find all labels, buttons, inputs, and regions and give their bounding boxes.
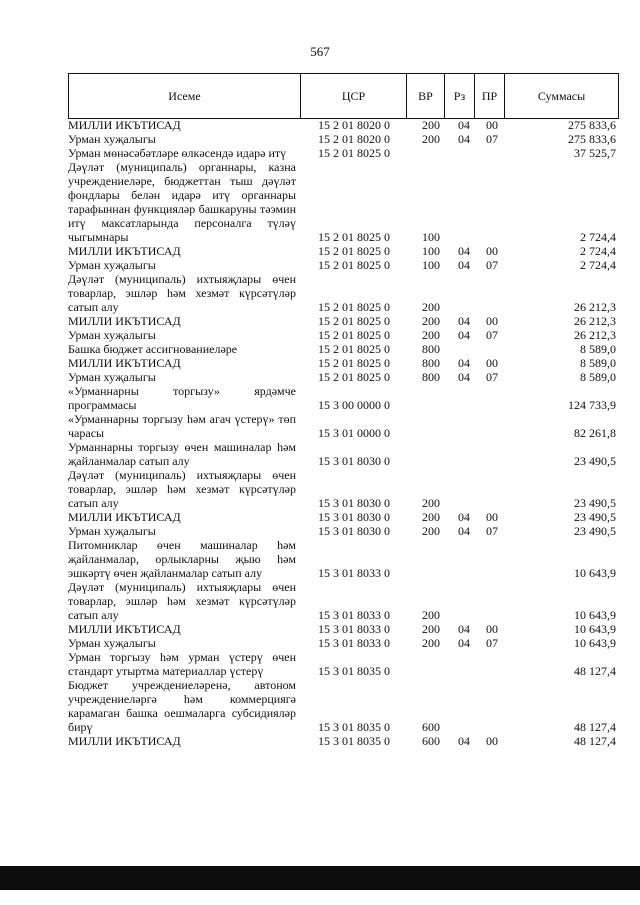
cell-sum: 2 724,4	[580, 244, 616, 258]
table-row	[68, 342, 618, 356]
cell-pr: 00	[486, 510, 498, 524]
cell-vr	[406, 146, 444, 160]
cell-rz: 04	[458, 356, 470, 370]
cell-pr: 07	[486, 258, 498, 272]
cell-csr: 15 3 01 8033 0	[318, 622, 390, 636]
cell-pr	[474, 272, 504, 314]
cell-pr	[474, 468, 504, 510]
column-header-vr: ВР	[407, 74, 445, 119]
table-row	[68, 580, 618, 622]
cell-sum: 48 127,4	[574, 734, 616, 748]
cell-vr: 600	[422, 720, 440, 734]
cell-pr: 00	[486, 244, 498, 258]
cell-csr: 15 2 01 8025 0	[318, 258, 390, 272]
cell-pr: 00	[486, 734, 498, 748]
cell-sum: 48 127,4	[574, 720, 616, 734]
cell-name: Бюджет учреждениеләренә, автоном учреждениеләргә һәм коммерциягә карамаган башка оешмаларга субсидияләр бирү	[68, 678, 296, 734]
cell-name: «Урманнарны торгызу» ярдәмче программасы	[68, 384, 296, 412]
cell-name: Урман хуҗалыгы	[68, 370, 156, 384]
cell-vr: 600	[422, 734, 440, 748]
cell-pr	[474, 580, 504, 622]
scan-bottom-edge	[0, 866, 640, 890]
table-row	[68, 538, 618, 580]
cell-csr: 15 3 01 8030 0	[318, 510, 390, 524]
cell-sum: 10 643,9	[574, 636, 616, 650]
cell-sum: 82 261,8	[574, 426, 616, 440]
table-header	[68, 73, 619, 119]
table-row	[68, 272, 618, 314]
cell-sum: 23 490,5	[574, 496, 616, 510]
cell-rz: 04	[458, 734, 470, 748]
cell-pr: 00	[486, 118, 498, 132]
cell-name: Дәүләт (муниципаль) ихтыяҗлары өчен товарлар, эшләр һәм хезмәт күрсәтүләр сатып алу	[68, 468, 296, 510]
cell-sum: 10 643,9	[574, 566, 616, 580]
table-row	[68, 468, 618, 510]
cell-pr: 07	[486, 524, 498, 538]
cell-rz	[444, 384, 474, 412]
cell-pr	[474, 384, 504, 412]
cell-pr	[474, 146, 504, 160]
column-header-csr: ЦСР	[301, 74, 407, 119]
column-header-pr: ПР	[475, 74, 505, 119]
table-row	[68, 132, 618, 146]
cell-vr	[406, 538, 444, 580]
cell-vr: 100	[422, 244, 440, 258]
cell-csr: 15 3 01 8035 0	[318, 734, 390, 748]
cell-vr: 200	[422, 496, 440, 510]
cell-vr	[406, 412, 444, 440]
cell-csr: 15 3 00 0000 0	[318, 398, 390, 412]
cell-sum: 124 733,9	[568, 398, 616, 412]
cell-vr	[406, 440, 444, 468]
cell-name: Урман хуҗалыгы	[68, 258, 156, 272]
cell-vr: 200	[422, 328, 440, 342]
cell-vr: 800	[422, 356, 440, 370]
cell-rz	[444, 650, 474, 678]
table-row	[68, 146, 618, 160]
cell-csr: 15 2 01 8025 0	[318, 370, 390, 384]
cell-sum: 23 490,5	[574, 454, 616, 468]
table-row	[68, 636, 618, 650]
cell-pr	[474, 650, 504, 678]
cell-sum: 275 833,6	[568, 118, 616, 132]
column-header-rz: Рз	[445, 74, 475, 119]
cell-rz: 04	[458, 118, 470, 132]
cell-vr: 200	[422, 636, 440, 650]
cell-rz: 04	[458, 636, 470, 650]
table-row	[68, 160, 618, 244]
cell-rz	[444, 678, 474, 734]
cell-vr	[406, 650, 444, 678]
cell-vr: 200	[422, 118, 440, 132]
cell-sum: 10 643,9	[574, 622, 616, 636]
cell-name: Урман хуҗалыгы	[68, 328, 156, 342]
page-number: 567	[310, 44, 330, 59]
cell-name: МИЛЛИ ИКЪТИСАД	[68, 510, 181, 524]
cell-vr: 200	[422, 608, 440, 622]
cell-pr: 00	[486, 356, 498, 370]
cell-csr: 15 2 01 8025 0	[318, 230, 390, 244]
cell-name: Питомниклар өчен машиналар һәм җайланмалар, орлыкларны җыю һәм эшкәртү өчен җайланмалар сатып алу	[68, 538, 296, 580]
cell-csr: 15 2 01 8025 0	[318, 342, 390, 356]
cell-csr: 15 3 01 8035 0	[318, 664, 390, 678]
cell-vr: 200	[422, 314, 440, 328]
cell-rz	[444, 272, 474, 314]
table-row	[68, 412, 618, 440]
cell-name: МИЛЛИ ИКЪТИСАД	[68, 314, 181, 328]
cell-pr: 07	[486, 328, 498, 342]
cell-pr	[474, 160, 504, 244]
cell-sum: 8 589,0	[580, 370, 616, 384]
budget-table	[68, 118, 618, 748]
table-row	[68, 258, 618, 272]
table-row	[68, 356, 618, 370]
table-row	[68, 118, 618, 132]
cell-pr: 07	[486, 636, 498, 650]
cell-sum: 26 212,3	[574, 328, 616, 342]
cell-rz	[444, 440, 474, 468]
cell-name: МИЛЛИ ИКЪТИСАД	[68, 118, 181, 132]
cell-pr: 00	[486, 622, 498, 636]
column-header-name: Исеме	[69, 74, 301, 119]
cell-name: Урман хуҗалыгы	[68, 636, 156, 650]
table-row	[68, 440, 618, 468]
cell-name: Урман торгызу һәм урман үстерү өчен стандарт утыртма материаллар үстерү	[68, 650, 296, 678]
cell-name: Урман хуҗалыгы	[68, 132, 156, 146]
cell-name: МИЛЛИ ИКЪТИСАД	[68, 734, 181, 748]
cell-name: «Урманнарны торгызу һәм агач үстерү» төп чарасы	[68, 412, 296, 440]
cell-name: МИЛЛИ ИКЪТИСАД	[68, 356, 181, 370]
cell-csr: 15 2 01 8020 0	[318, 118, 390, 132]
table-row	[68, 384, 618, 412]
cell-pr	[474, 678, 504, 734]
cell-pr	[474, 440, 504, 468]
cell-name: МИЛЛИ ИКЪТИСАД	[68, 622, 181, 636]
cell-rz: 04	[458, 510, 470, 524]
table-row	[68, 510, 618, 524]
cell-name: Башка бюджет ассигнованиеләре	[68, 342, 238, 356]
table-row	[68, 314, 618, 328]
cell-rz: 04	[458, 244, 470, 258]
table-row	[68, 370, 618, 384]
cell-name: МИЛЛИ ИКЪТИСАД	[68, 244, 181, 258]
cell-csr: 15 2 01 8020 0	[318, 132, 390, 146]
cell-name: Урманнарны торгызу өчен машиналар һәм җайланмалар сатып алу	[68, 440, 296, 468]
cell-sum: 26 212,3	[574, 314, 616, 328]
cell-name: Урман мөнәсәбәтләре өлкәсендә идарә итү	[68, 146, 287, 160]
cell-sum: 26 212,3	[574, 300, 616, 314]
table-row	[68, 244, 618, 258]
cell-name: Дәүләт (муниципаль) ихтыяҗлары өчен товарлар, эшләр һәм хезмәт күрсәтүләр сатып алу	[68, 580, 296, 622]
cell-vr: 100	[422, 230, 440, 244]
cell-sum: 37 525,7	[574, 146, 616, 160]
cell-rz: 04	[458, 328, 470, 342]
table-row	[68, 734, 618, 748]
cell-vr: 200	[422, 524, 440, 538]
cell-csr: 15 3 01 8035 0	[318, 720, 390, 734]
cell-vr: 200	[422, 300, 440, 314]
cell-rz	[444, 412, 474, 440]
cell-rz	[444, 468, 474, 510]
cell-vr: 100	[422, 258, 440, 272]
cell-rz: 04	[458, 314, 470, 328]
cell-pr: 07	[486, 132, 498, 146]
cell-name: Урман хуҗалыгы	[68, 524, 156, 538]
cell-csr: 15 3 01 8030 0	[318, 454, 390, 468]
cell-sum: 2 724,4	[580, 258, 616, 272]
cell-name: Дәүләт (муниципаль) органнары, казна учреждениеләре, бюджеттан тыш дәүләт фондлары белән идарә итү органнары тарафыннан функцияләр башкаруны тәэмин итү максатларында персоналга түләү чыгымнары	[68, 160, 296, 244]
cell-csr: 15 2 01 8025 0	[318, 356, 390, 370]
cell-csr: 15 3 01 8033 0	[318, 608, 390, 622]
table-row	[68, 524, 618, 538]
cell-rz	[444, 538, 474, 580]
cell-rz	[444, 146, 474, 160]
cell-pr	[474, 538, 504, 580]
cell-rz: 04	[458, 258, 470, 272]
cell-csr: 15 2 01 8025 0	[318, 300, 390, 314]
cell-rz: 04	[458, 132, 470, 146]
cell-csr: 15 3 01 8030 0	[318, 524, 390, 538]
cell-rz: 04	[458, 524, 470, 538]
cell-rz: 04	[458, 622, 470, 636]
cell-csr: 15 3 01 8033 0	[318, 566, 390, 580]
cell-pr: 07	[486, 370, 498, 384]
cell-rz	[444, 342, 474, 356]
cell-pr: 00	[486, 314, 498, 328]
cell-rz: 04	[458, 370, 470, 384]
cell-csr: 15 3 01 0000 0	[318, 426, 390, 440]
table-row	[68, 678, 618, 734]
cell-pr	[474, 412, 504, 440]
cell-sum: 23 490,5	[574, 510, 616, 524]
table-row	[68, 650, 618, 678]
cell-csr: 15 3 01 8033 0	[318, 636, 390, 650]
cell-name: Дәүләт (муниципаль) ихтыяҗлары өчен товарлар, эшләр һәм хезмәт күрсәтүләр сатып алу	[68, 272, 296, 314]
table-row	[68, 328, 618, 342]
cell-vr: 800	[422, 342, 440, 356]
cell-vr: 200	[422, 132, 440, 146]
cell-sum: 23 490,5	[574, 524, 616, 538]
cell-sum: 48 127,4	[574, 664, 616, 678]
cell-csr: 15 2 01 8025 0	[318, 244, 390, 258]
cell-sum: 2 724,4	[580, 230, 616, 244]
cell-vr: 200	[422, 510, 440, 524]
cell-csr: 15 2 01 8025 0	[318, 328, 390, 342]
cell-sum: 10 643,9	[574, 608, 616, 622]
cell-rz	[444, 160, 474, 244]
table-row	[68, 622, 618, 636]
cell-sum: 275 833,6	[568, 132, 616, 146]
cell-sum: 8 589,0	[580, 342, 616, 356]
cell-pr	[474, 342, 504, 356]
cell-vr: 200	[422, 622, 440, 636]
column-header-sum: Суммасы	[505, 74, 619, 119]
cell-vr: 800	[422, 370, 440, 384]
cell-vr	[406, 384, 444, 412]
cell-csr: 15 3 01 8030 0	[318, 496, 390, 510]
cell-rz	[444, 580, 474, 622]
cell-sum: 8 589,0	[580, 356, 616, 370]
cell-csr: 15 2 01 8025 0	[318, 146, 390, 160]
cell-csr: 15 2 01 8025 0	[318, 314, 390, 328]
